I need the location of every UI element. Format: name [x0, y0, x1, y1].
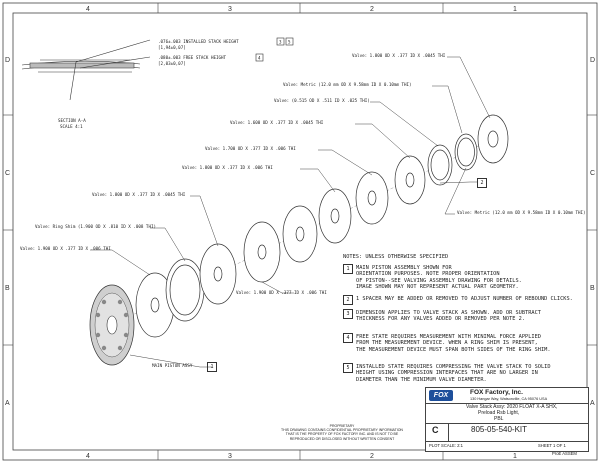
- zone-col-4-top: 4: [86, 6, 90, 13]
- note-4-text: FREE STATE REQUIRES MEASUREMENT WITH MINIMAL FORCE APPLIED FROM THE MEASUREMENT DEVICE. WHEN A RING SHIM IS PRESENT, THE MEASUREMENT DEVICE MUST SPAN BOTH SIDES OF THE RING SHIM.: [356, 334, 551, 353]
- note-5-num: 5: [343, 363, 353, 373]
- callout-valve-metric-top: Valve: Metric (12.0 mm OD X 9.58mm ID X 0.10mm THI): [283, 82, 412, 87]
- callout-main-piston: MAIN PISTON ASSY: [152, 363, 193, 368]
- zone-row-a-right: A: [590, 400, 595, 407]
- zone-col-1-bottom: 1: [513, 453, 517, 460]
- zone-col-3-bottom: 3: [228, 453, 232, 460]
- callout-valve-1900-bottom: Valve: 1.900 OD X .377 ID X .006 THI: [236, 290, 327, 295]
- washer-7: [356, 172, 388, 224]
- note-5-text: INSTALLED STATE REQUIRES COMPRESSING THE VALVE STACK TO SOLID HEIGHT USING COMPRESSION INTERFACES THAT ARE NO LARGER IN DIAMETER THAN THE MINIMUM VALVE DIAMETER.: [356, 364, 551, 383]
- zone-row-c-left: C: [5, 170, 11, 177]
- zone-col-1-top: 1: [513, 6, 517, 13]
- title-line-3: PBL: [494, 416, 504, 422]
- zone-row-d-right: D: [590, 57, 596, 64]
- installed-height-label: .076±.003 INSTALLED STACK HEIGHT: [158, 39, 239, 44]
- ring-shim: [166, 259, 204, 321]
- assembly-code: ProE ASSEM: [552, 451, 577, 456]
- callout-ring-shim: Valve: Ring Shim (1.900 OD X .810 ID X .008 THI): [35, 224, 157, 229]
- plot-scale: PLOT SCALE: 2:1: [429, 443, 463, 448]
- washer-10: [455, 134, 477, 170]
- callout-valve-metric-bottom: Valve: Metric (12.0 mm OD X 9.58mm ID X 0.10mm THI): [457, 210, 586, 215]
- sheet-number: SHEET 1 OF 1: [538, 443, 566, 448]
- washer-6: [319, 189, 351, 243]
- note-1-num: 1: [343, 264, 353, 274]
- callout-valve-1700: Valve: 1.700 OD X .377 ID X .006 THI: [205, 146, 296, 151]
- section-title: SECTION A-A: [58, 118, 86, 123]
- piston-note-ref-box-1: 1: [207, 362, 217, 372]
- washer-8: [395, 156, 425, 204]
- zone-row-b-right: B: [590, 285, 595, 292]
- installed-height-metric: [1,94±0,07]: [158, 45, 186, 50]
- callout-valve-1800-006: Valve: 1.800 OD X .377 ID X .006 THI: [182, 165, 273, 170]
- callout-valve-1900-top: Valve: 1.900 OD X .377 ID X .006 THI: [20, 246, 111, 251]
- size-value: C: [432, 425, 439, 435]
- section-scale: SCALE 4:1: [60, 124, 83, 129]
- zone-col-4-bottom: 4: [86, 453, 90, 460]
- section-view: [22, 40, 150, 100]
- ref-box-4-text: 4: [258, 55, 261, 61]
- title-line-1: Valve Stack Assy: 2020 FLOAT X-A SHX,: [466, 404, 558, 410]
- drawing-number: 805-05-540-KIT: [471, 425, 528, 434]
- callout-valve-1800-0045: Valve: 1.800 OD X .377 ID X .0045 THI: [352, 53, 446, 58]
- free-height-label: .080±.003 FREE STACK HEIGHT: [158, 55, 227, 60]
- washer-9: [428, 145, 452, 185]
- notes-header: NOTES: UNLESS OTHERWISE SPECIFIED: [343, 254, 449, 260]
- washer-11: [478, 115, 508, 163]
- callout-valve-0515: Valve: (0.515 OD X .511 ID X .025 THI): [274, 98, 370, 103]
- washer-3: [200, 244, 236, 304]
- washer-5: [283, 206, 317, 262]
- zone-col-3-top: 3: [228, 6, 232, 13]
- note-3-text: DIMENSION APPLIES TO VALVE STACK AS SHOWN. ADD OR SUBTRACT THICKNESS FOR ANY VALVES ADDED OR REMOVED PER NOTE 2.: [356, 310, 541, 323]
- ref-box-5-text: 5: [288, 39, 291, 45]
- note-2-num: 2: [343, 295, 353, 305]
- proprietary-notice: PROPRIETARY THIS DRAWING CONTAINS CONFIDENTIAL PROPRIETARY INFORMATION THAT IS THE PROPERTY OF FOX FACTORY INC. AND IS NOT TO BE REPRODUCED OR DISCLOSED WITHOUT WRITTEN CONSENT: [281, 424, 403, 441]
- title-line-2: Preload Rsb Light,: [478, 410, 520, 416]
- note-3-num: 3: [343, 309, 353, 319]
- zone-row-c-right: C: [590, 170, 596, 177]
- note-4-num: 4: [343, 333, 353, 343]
- valve-stack: [136, 115, 508, 337]
- fox-logo: FOX: [429, 390, 453, 401]
- zone-row-d-left: D: [5, 57, 11, 64]
- note-2-text: 1 SPACER MAY BE ADDED OR REMOVED TO ADJUST NUMBER OF REBOUND CLICKS.: [356, 296, 573, 302]
- title-block: [425, 387, 589, 452]
- zone-col-2-top: 2: [370, 6, 374, 13]
- company-name: FOX Factory, Inc.: [470, 389, 523, 396]
- note-1-text: MAIN PISTON ASSEMBLY SHOWN FOR ORIENTATION PURPOSES. NOTE PROPER ORIENTATION OF PISTON--SEE VALVING ASSEMBLY DRAWING FOR DETAILS. IMAGE SHOWN MAY NOT REPRESENT ACTUAL PART GEOMETRY.: [356, 265, 522, 291]
- zone-row-a-left: A: [5, 400, 10, 407]
- callout-valve-1800-0045b: Valve: 1.800 OD X .377 ID X .0045 THI: [92, 192, 186, 197]
- washer-4: [244, 222, 280, 282]
- company-address: 130 Hangar Way, Watsonville, CA 95076 USA: [470, 397, 548, 401]
- free-height-metric: [2,03±0,07]: [158, 61, 186, 66]
- zone-row-b-left: B: [5, 285, 10, 292]
- ref-box-3-text: 3: [279, 39, 282, 45]
- spacer-ref-box-2: 2: [477, 178, 487, 188]
- main-piston: [90, 285, 134, 365]
- zone-col-2-bottom: 2: [370, 453, 374, 460]
- callout-valve-1600: Valve: 1.600 OD X .377 ID X .0045 THI: [230, 120, 324, 125]
